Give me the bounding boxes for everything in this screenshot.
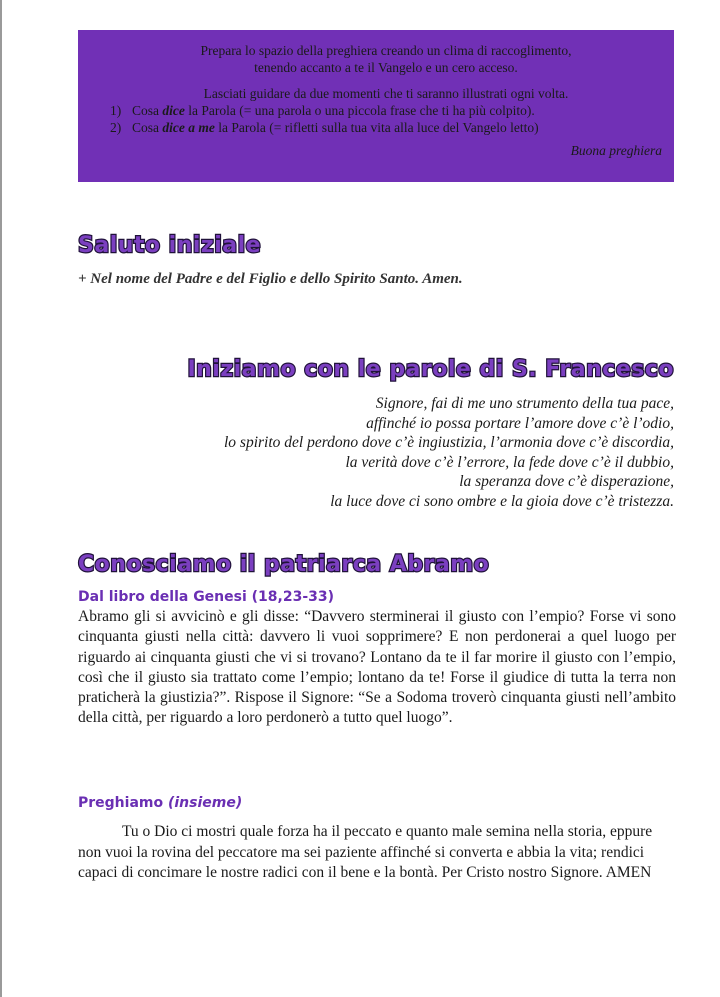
- prayer-line: la verità dove c’è l’errore, la fede dove c’è il dubbio,: [345, 453, 674, 471]
- list-number: 1): [110, 103, 122, 118]
- intro-list-item: [110, 102, 662, 119]
- prayer-label: [78, 795, 242, 811]
- prayer-line: Signore, fai di me uno strumento della tua pace,: [375, 395, 674, 412]
- list-emphasis: dice a me: [162, 120, 215, 135]
- page-edge: [0, 0, 2, 997]
- closing-prayer: [78, 822, 676, 884]
- intro-line: tenendo accanto a te il Vangelo e un cero acceso.: [254, 60, 518, 75]
- prayer-line: lo spirito del perdono dove c’è ingiustizia, l’armonia dove c’è discordia,: [224, 434, 674, 451]
- prayer-line: la speranza dove c’è disperazione,: [459, 473, 674, 490]
- list-text: Cosa: [132, 103, 163, 118]
- list-text: la Parola (= rifletti sulla tua vita alla luce del Vangelo letto): [214, 120, 539, 135]
- prayer-label-note: (insieme): [167, 795, 243, 811]
- intro-list: [110, 102, 662, 136]
- greeting-text: + Nel nome del Padre e del Figlio e dello Spirito Santo. Amen.: [78, 271, 463, 287]
- list-text: Cosa: [132, 120, 163, 135]
- list-emphasis: dice: [162, 103, 185, 118]
- prayer-label-text: Preghiamo: [78, 795, 164, 811]
- list-number: 2): [110, 120, 122, 135]
- intro-box: [78, 30, 674, 182]
- closing-prayer-text: Tu o Dio ci mostri quale forza ha il peccato e quanto male semina nella storia, eppure non vuoi la rovina del peccatore ma sei paziente affinché si converta e abbia la vita; rendici capaci di concimare le nostre radici con il bene e la bontà. Per Cristo nostro Signore. AMEN: [78, 823, 653, 881]
- intro-list-item: [110, 119, 662, 136]
- section-heading-greeting: Saluto iniziale: [78, 233, 262, 258]
- section-heading-abraham: Conosciamo il patriarca Abramo: [78, 552, 490, 577]
- intro-signoff: Buona preghiera: [570, 143, 662, 158]
- prayer-line: la luce dove ci sono ombre e la gioia dove c’è tristezza.: [330, 492, 674, 510]
- reading-text: Abramo gli si avvicinò e gli disse: “Davvero sterminerai il giusto con l’empio? Forse vi sono cinquanta giusti nella città: davvero li vuoi sopprimere? E non perdonerai a quel luogo per riguardo ai cinquanta giusti che vi si trovano? Lontano da te il far morire il giusto con l’empio, così che il giusto sia trattato come l’empio; lontano da te! Forse il giudice di tutta la terra non praticherà la giustizia?”. Rispose il Signore: “Se a Sodoma troverò cinquanta giusti nell’ambito della città, per riguardo a loro perdonerò a tutto quel luogo”.: [78, 608, 676, 727]
- intro-line: Lasciati guidare da due momenti che ti saranno illustrati ogni volta.: [203, 86, 569, 101]
- prayer-line: affinché io possa portare l’amore dove c’è l’odio,: [366, 414, 674, 432]
- francis-prayer: [114, 394, 674, 511]
- list-text: la Parola (= una parola o una piccola frase che ti ha più colpito).: [184, 103, 535, 118]
- reading-source: Dal libro della Genesi (18,23-33): [78, 589, 335, 605]
- intro-line: Prepara lo spazio della preghiera creando un clima di raccoglimento,: [200, 43, 572, 58]
- section-heading-francis: Iniziamo con le parole di S. Francesco: [187, 357, 674, 382]
